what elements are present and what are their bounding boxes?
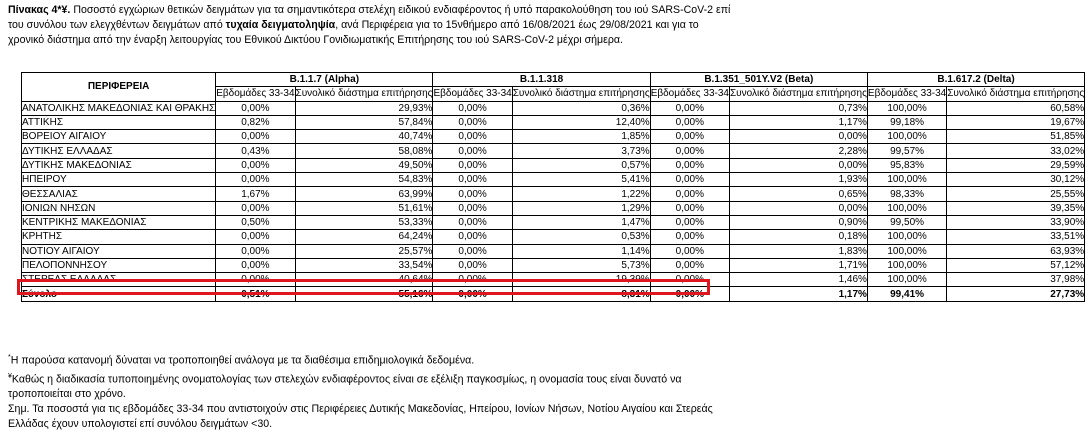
subheader-total: Συνολικό διάστημα επιτήρησης: [947, 88, 1085, 100]
total-value: 37,98%: [947, 273, 1085, 287]
table-row: [22, 158, 1085, 172]
total-value: 0,18%: [729, 230, 867, 244]
total-value: 63,99%: [295, 187, 433, 201]
total-value: 54,83%: [295, 173, 433, 187]
subheader-weeks: Εβδομάδες 33-34: [433, 88, 512, 100]
total-value: 58,08%: [295, 144, 433, 158]
total-value: 0,36%: [512, 101, 650, 115]
weeks-value: 0,50%: [216, 215, 295, 229]
weeks-value: 100,00%: [867, 244, 946, 258]
table-row: [22, 101, 1085, 115]
weeks-value: 100,00%: [867, 130, 946, 144]
region-name: ΙΟΝΙΩΝ ΝΗΣΩΝ: [22, 201, 216, 215]
total-value: 27,73%: [947, 287, 1085, 301]
weeks-value: 0,00%: [650, 173, 729, 187]
weeks-value: 0,00%: [216, 258, 295, 272]
weeks-value: 99,18%: [867, 115, 946, 129]
weeks-value: 0,00%: [650, 130, 729, 144]
weeks-value: 98,33%: [867, 187, 946, 201]
weeks-value: 0,00%: [216, 158, 295, 172]
variant-header-alpha: B.1.1.7 (Alpha): [216, 73, 433, 87]
total-value: 5,41%: [512, 173, 650, 187]
weeks-value: 0,00%: [650, 230, 729, 244]
region-name: ΗΠΕΙΡΟΥ: [22, 173, 216, 187]
total-value: 5,73%: [512, 258, 650, 272]
region-name: ΒΟΡΕΙΟΥ ΑΙΓΑΙΟΥ: [22, 130, 216, 144]
caption-emphasis: τυχαία δειγματοληψία: [225, 19, 336, 31]
weeks-value: 100,00%: [867, 201, 946, 215]
total-value: 8,31%: [512, 287, 650, 301]
total-value: 29,59%: [947, 158, 1085, 172]
weeks-value: 0,00%: [650, 101, 729, 115]
weeks-value: 0,00%: [433, 101, 512, 115]
variants-table: [21, 72, 1085, 302]
weeks-value: 0,00%: [433, 244, 512, 258]
region-name: ΚΕΝΤΡΙΚΗΣ ΜΑΚΕΔΟΝΙΑΣ: [22, 215, 216, 229]
region-name: ΠΕΛΟΠΟΝΝΗΣΟΥ: [22, 258, 216, 272]
weeks-value: 100,00%: [867, 173, 946, 187]
region-name: ΚΡΗΤΗΣ: [22, 230, 216, 244]
footnote-1-text: Η παρούσα κατανομή δύναται να τροποποιηθεί ανάλογα με τα διαθέσιμα επιδημιολογικά δεδομένα.: [10, 354, 475, 367]
total-value: 1,29%: [512, 201, 650, 215]
weeks-value: 0,00%: [433, 130, 512, 144]
subheader-weeks: Εβδομάδες 33-34: [650, 88, 729, 100]
caption-text-1: Ποσοστό εγχώριων θετικών δειγμάτων για τα σημαντικότερα στελέχη ειδικού ενδιαφέροντος ή υπό παρακολούθηση του ιού SARS-CoV-2 επί του συνόλου των ελεγχθέντων δειγμάτων από: [8, 4, 731, 31]
total-value: 39,35%: [947, 201, 1085, 215]
weeks-value: 0,00%: [650, 115, 729, 129]
total-value: 1,71%: [729, 258, 867, 272]
weeks-value: 100,00%: [867, 101, 946, 115]
total-value: 19,67%: [947, 115, 1085, 129]
total-value: 57,12%: [947, 258, 1085, 272]
total-value: 1,85%: [512, 130, 650, 144]
total-value: 55,16%: [295, 287, 433, 301]
weeks-value: 0,00%: [216, 201, 295, 215]
region-name: ΣΤΕΡΕΑΣ ΕΛΛΑΔΑΣ: [22, 273, 216, 287]
total-value: 0,00%: [729, 130, 867, 144]
footnote-2-text: Καθώς η διαδικασία τυποποιημένης ονοματολογίας των στελεχών ενδιαφέροντος είναι σε εξέλιξη παγκοσμίως, η ονομασία τους είναι δυνατό να τροποποιείται στο χρόνο.: [8, 373, 682, 401]
total-value: 0,00%: [729, 201, 867, 215]
total-value: 1,93%: [729, 173, 867, 187]
total-value: 64,24%: [295, 230, 433, 244]
region-name: ΝΟΤΙΟΥ ΑΙΓΑΙΟΥ: [22, 244, 216, 258]
table-row: [22, 230, 1085, 244]
caption-text-2: , ανά Περιφέρεια για το 15νθήμερο από 16/08/2021 έως 29/08/2021 και για το χρονικό διάστημα από την έναρξη λειτουργίας του Εθνικού Δικτύου Γονιδιωματικής Επιτήρησης του ιού SARS-CoV-2 μέχρι σήμερα.: [8, 19, 699, 46]
total-value: 49,50%: [295, 158, 433, 172]
weeks-value: 0,00%: [216, 273, 295, 287]
total-value: 40,74%: [295, 130, 433, 144]
table-body: [22, 101, 1085, 301]
total-value: 0,00%: [729, 158, 867, 172]
subheader-weeks: Εβδομάδες 33-34: [867, 88, 947, 100]
table-caption: [8, 3, 733, 48]
weeks-value: 0,00%: [216, 101, 295, 115]
footnotes: [8, 350, 743, 432]
footnote-1-mark: *: [8, 354, 11, 361]
variant-header-b11318: B.1.1.318: [433, 73, 650, 87]
weeks-value: 0,00%: [650, 258, 729, 272]
total-value: 57,84%: [295, 115, 433, 129]
weeks-value: 0,00%: [650, 144, 729, 158]
total-value: 1,47%: [512, 215, 650, 229]
variant-header-delta: B.1.617.2 (Delta): [867, 73, 1084, 87]
subheader-total: Συνολικό διάστημα επιτήρησης: [512, 88, 650, 100]
weeks-value: 0,00%: [650, 187, 729, 201]
total-value: 1,46%: [729, 273, 867, 287]
weeks-value: 0,00%: [433, 158, 512, 172]
weeks-value: 0,00%: [433, 187, 512, 201]
weeks-value: 0,00%: [433, 287, 512, 301]
weeks-value: 0,00%: [650, 215, 729, 229]
footnote-3: Σημ. Τα ποσοστά για τις εβδομάδες 33-34 που αντιστοιχούν στις Περιφέρειες Δυτικής Μακεδονίας, Ηπείρου, Ιονίων Νήσων, Νοτίου Αιγαίου και Στερεάς Ελλάδας έχουν υπολογιστεί επί συνόλου δειγμάτων <30.: [8, 403, 713, 431]
table-row: [22, 187, 1085, 201]
weeks-value: 100,00%: [867, 258, 946, 272]
weeks-value: 0,00%: [433, 215, 512, 229]
weeks-value: 95,83%: [867, 158, 946, 172]
total-value: 0,73%: [729, 101, 867, 115]
table-row: [22, 244, 1085, 258]
table-row: [22, 144, 1085, 158]
total-value: 25,57%: [295, 244, 433, 258]
weeks-value: 0,00%: [433, 201, 512, 215]
subheader-total: Συνολικό διάστημα επιτήρησης: [729, 88, 867, 100]
table-row: [22, 215, 1085, 229]
total-value: 33,02%: [947, 144, 1085, 158]
region-name: ΑΤΤΙΚΗΣ: [22, 115, 216, 129]
subheader-total: Συνολικό διάστημα επιτήρησης: [295, 88, 433, 100]
table-row: [22, 201, 1085, 215]
total-value: 1,17%: [729, 115, 867, 129]
total-value: 29,93%: [295, 101, 433, 115]
weeks-value: 0,00%: [216, 130, 295, 144]
region-name: ΔΥΤΙΚΗΣ ΕΛΛΑΔΑΣ: [22, 144, 216, 158]
weeks-value: 100,00%: [867, 273, 946, 287]
total-value: 51,61%: [295, 201, 433, 215]
region-column-header: ΠΕΡΙΦΕΡΕΙΑ: [22, 73, 216, 102]
region-name: Σύνολο: [22, 287, 216, 301]
total-value: 19,39%: [512, 273, 650, 287]
weeks-value: 0,00%: [650, 158, 729, 172]
subheader-weeks: Εβδομάδες 33-34: [216, 88, 295, 100]
total-value: 30,12%: [947, 173, 1085, 187]
table-row: [22, 115, 1085, 129]
weeks-value: 0,00%: [650, 273, 729, 287]
weeks-value: 0,00%: [216, 173, 295, 187]
total-value: 33,54%: [295, 258, 433, 272]
total-value: 3,73%: [512, 144, 650, 158]
total-value: 25,55%: [947, 187, 1085, 201]
variant-header-beta: B.1.351_501Y.V2 (Beta): [650, 73, 867, 87]
highlight-box-crete: [17, 279, 710, 295]
weeks-value: 0,00%: [433, 173, 512, 187]
weeks-value: 99,50%: [867, 215, 946, 229]
total-value: 2,28%: [729, 144, 867, 158]
total-value: 0,57%: [512, 158, 650, 172]
total-value: 60,58%: [947, 101, 1085, 115]
table-row: [22, 130, 1085, 144]
total-value: 1,22%: [512, 187, 650, 201]
total-value: 1,83%: [729, 244, 867, 258]
weeks-value: 0,00%: [650, 244, 729, 258]
weeks-value: 0,43%: [216, 144, 295, 158]
weeks-value: 0,00%: [433, 230, 512, 244]
weeks-value: 99,41%: [867, 287, 946, 301]
table-row: [22, 173, 1085, 187]
weeks-value: 100,00%: [867, 230, 946, 244]
total-value: 1,17%: [729, 287, 867, 301]
weeks-value: 0,82%: [216, 115, 295, 129]
weeks-value: 0,00%: [433, 115, 512, 129]
weeks-value: 0,00%: [433, 144, 512, 158]
region-name: ΑΝΑΤΟΛΙΚΗΣ ΜΑΚΕΔΟΝΙΑΣ ΚΑΙ ΘΡΑΚΗΣ: [22, 102, 216, 114]
total-value: 53,33%: [295, 215, 433, 229]
weeks-value: 0,00%: [433, 273, 512, 287]
caption-label: Πίνακας 4*¥.: [8, 4, 71, 16]
footnote-1: [8, 350, 743, 369]
total-value: 0,65%: [729, 187, 867, 201]
footnote-2: [8, 369, 743, 403]
weeks-value: 0,51%: [216, 287, 295, 301]
weeks-value: 1,67%: [216, 187, 295, 201]
total-value: 63,93%: [947, 244, 1085, 258]
weeks-value: 0,00%: [433, 258, 512, 272]
total-value: 0,53%: [512, 230, 650, 244]
total-value: 40,64%: [295, 273, 433, 287]
weeks-value: 0,00%: [216, 230, 295, 244]
footnote-2-mark: ¥: [8, 372, 12, 380]
total-value: 0,90%: [729, 215, 867, 229]
total-value: 1,14%: [512, 244, 650, 258]
region-name: ΔΥΤΙΚΗΣ ΜΑΚΕΔΟΝΙΑΣ: [22, 158, 216, 172]
weeks-value: 99,57%: [867, 144, 946, 158]
weeks-value: 0,00%: [650, 201, 729, 215]
weeks-value: 0,00%: [650, 287, 729, 301]
total-value: 51,85%: [947, 130, 1085, 144]
total-value: 33,90%: [947, 215, 1085, 229]
weeks-value: 0,00%: [216, 244, 295, 258]
total-value: 33,51%: [947, 230, 1085, 244]
total-value: 12,40%: [512, 115, 650, 129]
region-name: ΘΕΣΣΑΛΙΑΣ: [22, 187, 216, 201]
table-row: [22, 258, 1085, 272]
